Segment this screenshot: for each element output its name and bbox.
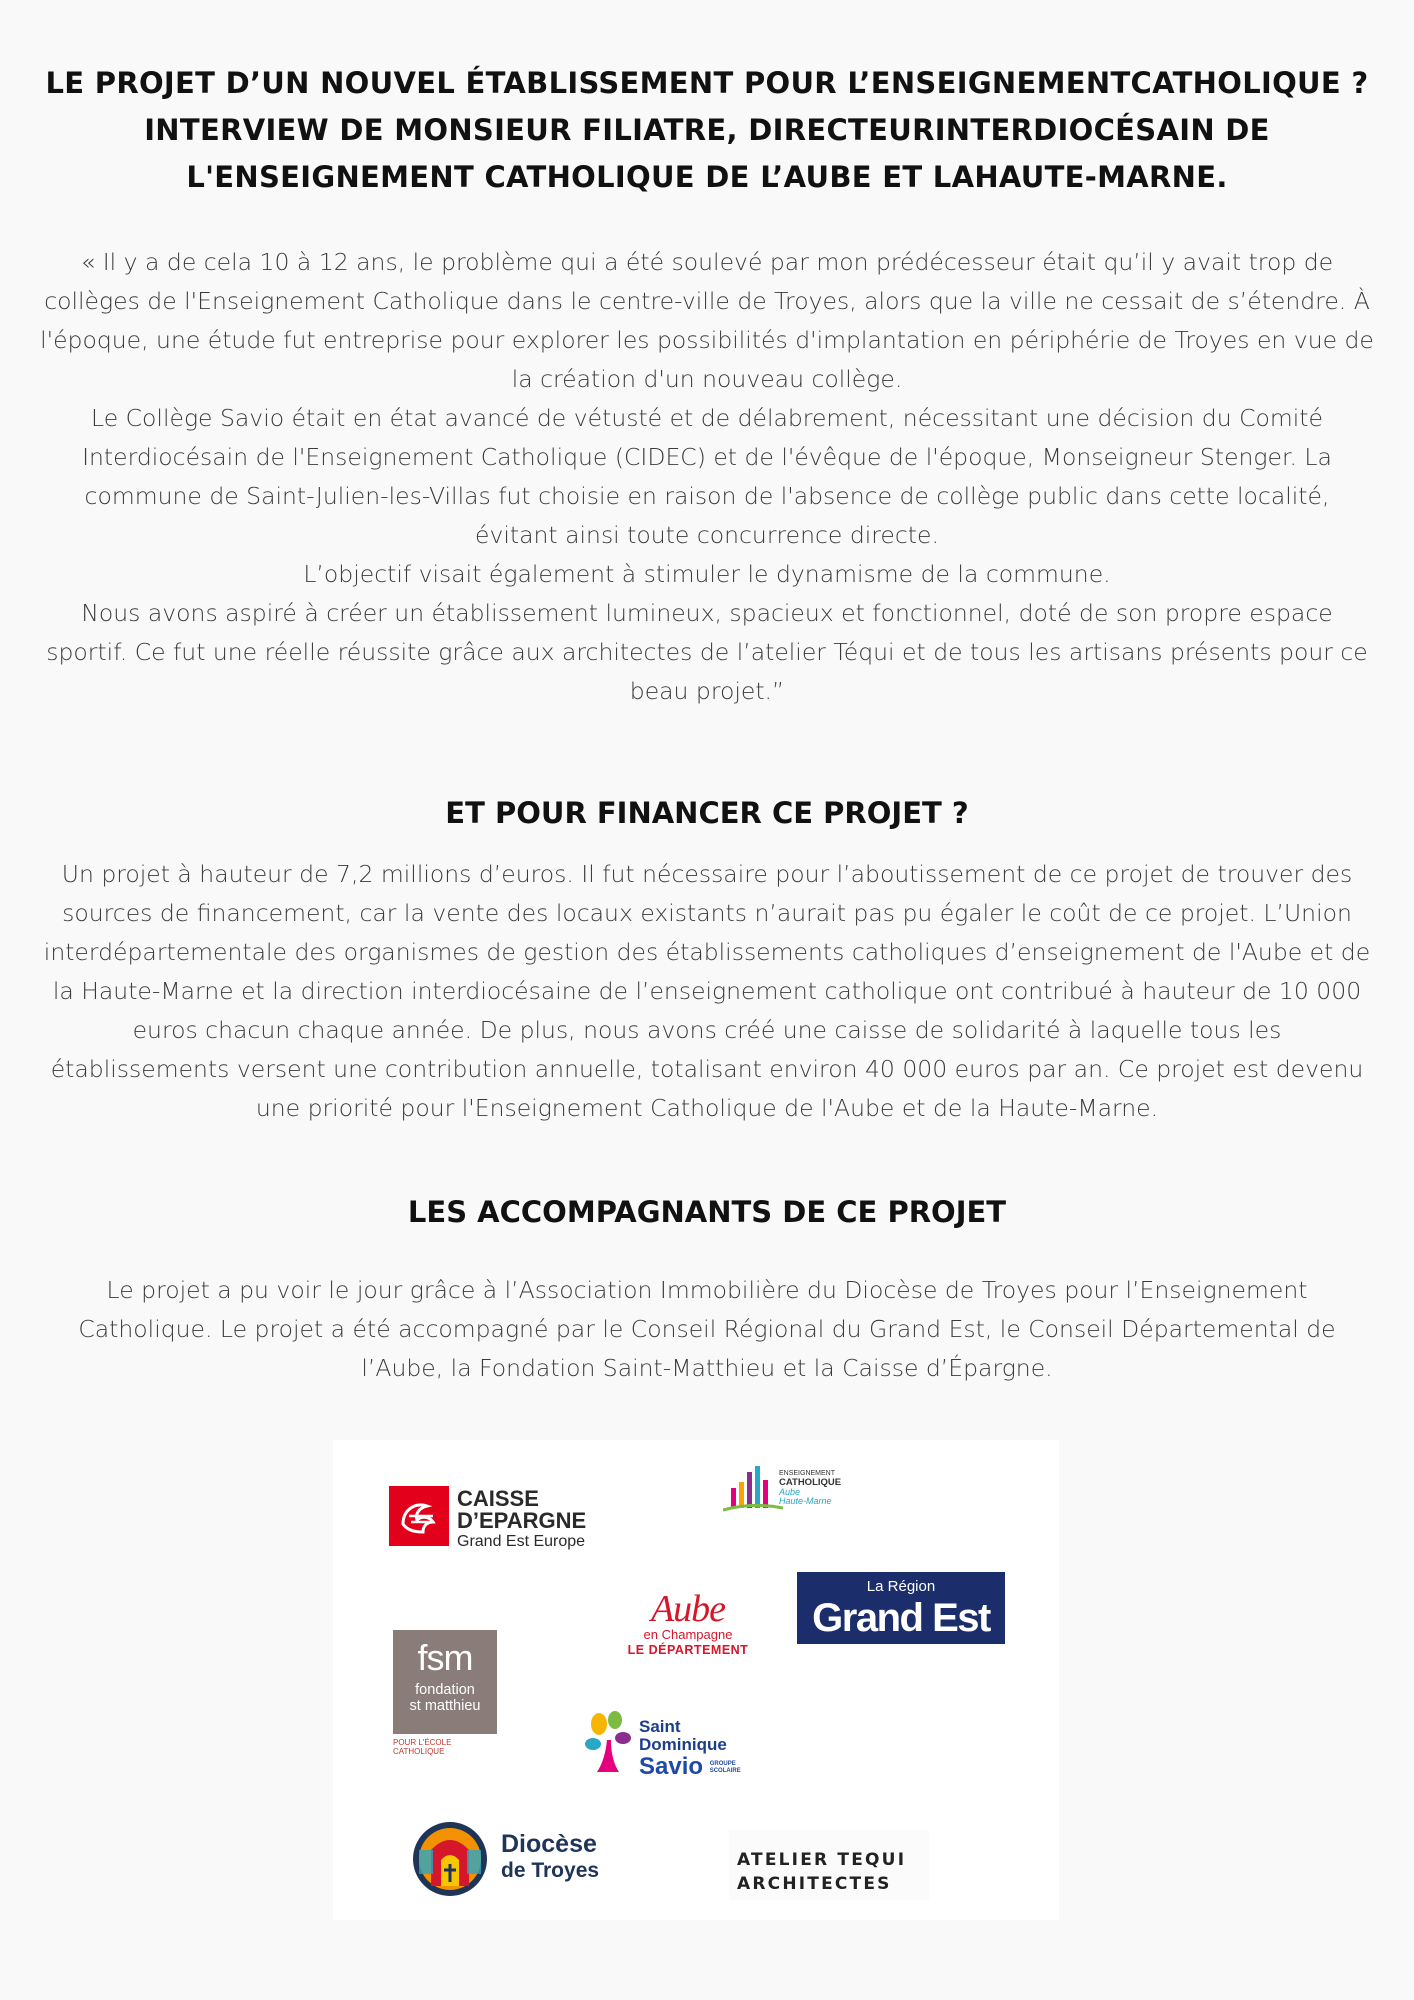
- savio-line-3-wrap: [639, 1754, 741, 1780]
- aube-logo: [615, 1590, 761, 1660]
- aube-line-3: LE DÉPARTEMENT: [627, 1643, 749, 1657]
- diocese-text: [501, 1830, 599, 1884]
- enseignement-catholique-logo: [723, 1462, 873, 1518]
- page-title: [40, 60, 1374, 201]
- enseignement-text: [779, 1470, 841, 1506]
- title-line-3: L'ENSEIGNEMENT CATHOLIQUE DE L’AUBE ET LAHAUTE-MARNE.: [186, 160, 1228, 194]
- grand-est-logo: [797, 1572, 1005, 1644]
- diocese-emblem-icon: [411, 1820, 489, 1898]
- enseignement-line-3: Aube: [779, 1487, 801, 1497]
- caisse-line-2: D’EPARGNE: [457, 1508, 587, 1533]
- diocese-line-2: de Troyes: [501, 1859, 600, 1882]
- savio-line-3: Savio: [639, 1753, 704, 1780]
- tree-icon: [585, 1710, 635, 1780]
- aube-line-1: Aube: [650, 1588, 726, 1630]
- atelier-tequi-logo: [729, 1830, 929, 1900]
- interview-paragraph-4: Nous avons aspiré à créer un établissement lumineux, spacieux et fonctionnel, doté de son propre espace sportif. Ce fut une réelle réussite grâce aux architectes de l’atelier Téqui et de tous les artisans présents pour ce beau projet.”: [46, 599, 1368, 705]
- grand-est-box: [797, 1572, 1005, 1644]
- savio-line-5: SCOLAIRE: [709, 1767, 741, 1774]
- grand-est-line-2: Grand Est: [812, 1596, 990, 1640]
- partners-heading: LES ACCOMPAGNANTS DE CE PROJET: [407, 1195, 1007, 1229]
- fondation-line-1: fondation: [415, 1682, 475, 1698]
- title-line-1: LE PROJET D’UN NOUVEL ÉTABLISSEMENT POUR L’ENSEIGNEMENTCATHOLIQUE ?: [45, 66, 1369, 100]
- diocese-de-troyes-logo: [411, 1820, 631, 1900]
- caisse-epargne-logo: [389, 1486, 629, 1550]
- caisse-line-3: Grand Est Europe: [457, 1533, 586, 1550]
- savio-line-1: Saint: [639, 1717, 681, 1736]
- caisse-line-1: CAISSE: [457, 1486, 539, 1511]
- interview-paragraph-1: « Il y a de cela 10 à 12 ans, le problème qui a été soulevé par mon prédécesseur était qu’il y avait trop de collèges de l'Enseignement Catholique dans le centre-ville de Troyes, alors que la ville ne cessait de s’étendre. À l'époque, une étude fut entreprise pour explorer les possibilités d'implantation en périphérie de Troyes en vue de la création d'un nouveau collège.: [40, 248, 1374, 393]
- interview-paragraph-3: L’objectif visait également à stimuler le dynamisme de la commune.: [303, 560, 1111, 588]
- title-line-2: INTERVIEW DE MONSIEUR FILIATRE, DIRECTEURINTERDIOCÉSAIN DE: [144, 113, 1270, 147]
- fondation-line-2: st matthieu: [409, 1698, 481, 1714]
- fondation-st-matthieu-logo: [393, 1630, 505, 1754]
- aube-text: [615, 1590, 761, 1659]
- financing-heading: ET POUR FINANCER CE PROJET ?: [445, 796, 969, 830]
- grand-est-line-1: La Région: [866, 1578, 936, 1595]
- enseignement-line-4: Haute-Marne: [779, 1496, 832, 1506]
- church-towers-icon: [723, 1462, 783, 1514]
- tequi-line-2: ARCHITECTES: [737, 1874, 892, 1894]
- savio-text: [639, 1718, 741, 1780]
- savio-line-4: GROUPE: [709, 1760, 736, 1767]
- tequi-text: [737, 1848, 906, 1896]
- savio-logo: [585, 1710, 785, 1786]
- interview-text: [40, 243, 1374, 711]
- partners-paragraph: Le projet a pu voir le jour grâce à l’Association Immobilière du Diocèse de Troyes pour l’Enseignement Catholique. Le projet a été accompagné par le Conseil Régional du Grand Est, le Conseil Départemental de l’Aube, la Fondation Saint-Matthieu et la Caisse d’Épargne.: [78, 1276, 1336, 1382]
- caisse-epargne-name: [457, 1488, 586, 1552]
- savio-line-2: Dominique: [639, 1735, 727, 1754]
- savio-group-label: [710, 1761, 741, 1775]
- diocese-line-1: Diocèse: [501, 1830, 597, 1858]
- tequi-line-1: ATELIER TEQUI: [737, 1850, 907, 1870]
- aube-line-2: en Champagne: [643, 1627, 733, 1642]
- fondation-box: [393, 1630, 497, 1734]
- squirrel-icon: [389, 1486, 449, 1546]
- enseignement-line-1: ENSEIGNEMENT: [779, 1470, 836, 1477]
- fondation-mark: fsm: [417, 1637, 473, 1678]
- partner-logos: [333, 1440, 1059, 1920]
- interview-paragraph-2: Le Collège Savio était en état avancé de vétusté et de délabrement, nécessitant une décision du Comité Interdiocésain de l'Enseignement Catholique (CIDEC) et de l'évêque de l'époque, Monseigneur Stenger. La commune de Saint-Julien-les-Villas fut choisie en raison de l'absence de collège public dans cette localité, évitant ainsi toute concurrence directe.: [82, 404, 1332, 549]
- fondation-tagline: POUR L'ÉCOLE CATHOLIQUE: [393, 1738, 452, 1756]
- financing-paragraph: Un projet à hauteur de 7,2 millions d’euros. Il fut nécessaire pour l’aboutissement de ce projet de trouver des sources de financement, car la vente des locaux existants n’aurait pas pu égaler le coût de ce projet. L’Union interdépartementale des organismes de gestion des établissements catholiques d’enseignement de l'Aube et de la Haute-Marne et la direction interdiocésaine de l’enseignement catholique ont contribué à hauteur de 10 000 euros chacun chaque année. De plus, nous avons créé une caisse de solidarité à laquelle tous les établissements versent une contribution annuelle, totalisant environ 40 000 euros par an. Ce projet est devenu une priorité pour l'Enseignement Catholique de l'Aube et de la Haute-Marne.: [43, 860, 1371, 1122]
- partners-text: [40, 1271, 1374, 1388]
- financing-text: [40, 855, 1374, 1128]
- enseignement-line-2: CATHOLIQUE: [779, 1477, 842, 1488]
